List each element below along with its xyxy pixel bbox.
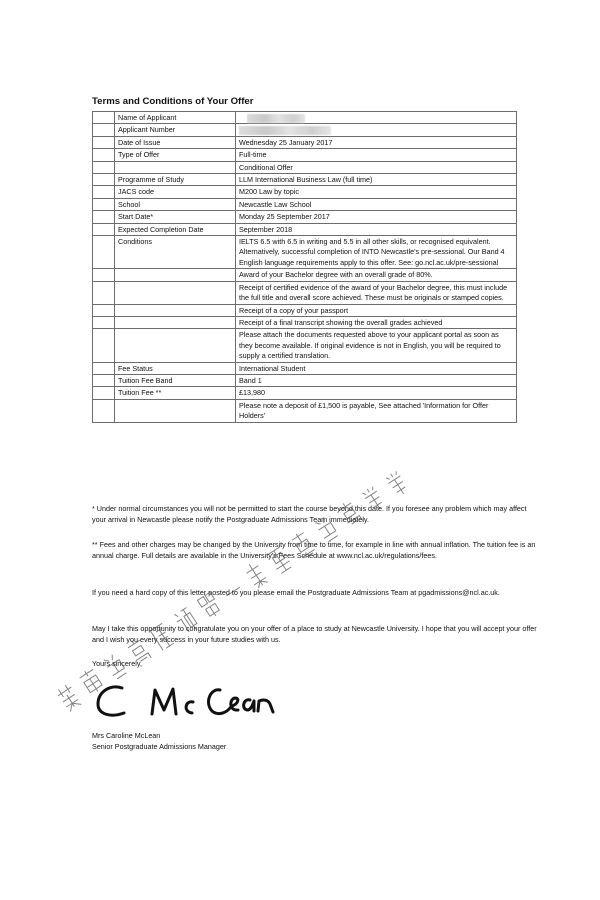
row-label: JACS code	[115, 186, 236, 198]
row-value: Wednesday 25 January 2017	[236, 136, 517, 148]
row-label: School	[115, 198, 236, 210]
paragraph-text: May I take this opportunity to congratulate you on your offer of a place to study at Newcastle University. I hope that you will accept your offer and I wish you every success in your future studies with us.	[92, 624, 537, 644]
signer-name: Mrs Caroline McLean	[92, 731, 161, 740]
row-label: Start Date*	[115, 211, 236, 223]
row-value: LLM International Business Law (full time)	[236, 174, 517, 186]
watermark-glyph	[243, 561, 268, 590]
row-value: M200 Law by topic	[236, 186, 517, 198]
row-value	[236, 112, 517, 124]
table-row	[93, 161, 517, 173]
row-marker	[93, 186, 115, 198]
watermark-glyph	[53, 681, 84, 714]
row-marker	[93, 236, 115, 269]
row-marker	[93, 374, 115, 386]
row-marker	[93, 161, 115, 173]
row-label	[115, 399, 236, 422]
row-value: Award of your Bachelor degree with an overall grade of 80%.	[236, 269, 517, 281]
page-title: Terms and Conditions of Your Offer	[92, 96, 254, 107]
row-label: Tuition Fee **	[115, 387, 236, 399]
row-value: Monday 25 September 2017	[236, 211, 517, 223]
table-row	[93, 281, 517, 304]
row-marker	[93, 198, 115, 210]
row-label: Fee Status	[115, 362, 236, 374]
table-row	[93, 211, 517, 223]
row-label	[115, 316, 236, 328]
row-label	[115, 304, 236, 316]
row-value: Band 1	[236, 374, 517, 386]
closing-text: Yours sincerely,	[92, 659, 142, 668]
row-label	[115, 281, 236, 304]
row-value: Receipt of a copy of your passport	[236, 304, 517, 316]
row-label	[115, 329, 236, 362]
row-label: Date of Issue	[115, 136, 236, 148]
table-row	[93, 112, 517, 124]
offer-terms-table	[92, 111, 517, 423]
row-marker	[93, 112, 115, 124]
row-marker	[93, 174, 115, 186]
footnote-text: ** Fees and other charges may be changed by the University from time to time, for example in line with annual inflation. The tuition fee is an annual charge. Full details are available in the University's Fees Schedule at www.ncl.ac.uk/regulations/fees.	[92, 540, 536, 560]
table-row	[93, 374, 517, 386]
row-label: Applicant Number	[115, 124, 236, 136]
row-label: Tuition Fee Band	[115, 374, 236, 386]
row-value: Conditional Offer	[236, 161, 517, 173]
row-value: Receipt of certified evidence of the award of your Bachelor degree, this must include the full title and overall score achieved. These must be originals or stamped copies.	[236, 281, 517, 304]
footnote-text: * Under normal circumstances you will not be permitted to start the course beyond this date. If you foresee any problem which may affect your arrival in Newcastle please notify the Postgraduate Admissions Team immediately.	[92, 504, 527, 524]
row-marker	[93, 316, 115, 328]
hard-copy-paragraph	[92, 587, 540, 598]
table-row	[93, 316, 517, 328]
closing-line	[92, 658, 540, 669]
congratulation-paragraph	[92, 623, 540, 645]
row-marker	[93, 269, 115, 281]
table-row	[93, 387, 517, 399]
row-label	[115, 161, 236, 173]
row-marker	[93, 136, 115, 148]
row-marker	[93, 387, 115, 399]
redacted-applicant-name	[247, 114, 305, 123]
table-row	[93, 174, 517, 186]
row-label: Conditions	[115, 236, 236, 269]
watermark-glyph	[385, 470, 410, 498]
row-label: Expected Completion Date	[115, 223, 236, 235]
paragraph-text: If you need a hard copy of this letter posted to you please email the Postgraduate Admissions Team at pgadmissions@ncl.ac.uk.	[92, 588, 500, 597]
row-marker	[93, 362, 115, 374]
table-row	[93, 223, 517, 235]
signer-role: Senior Postgraduate Admissions Manager	[92, 742, 227, 751]
row-marker	[93, 329, 115, 362]
row-marker	[93, 211, 115, 223]
row-value: £13,980	[236, 387, 517, 399]
redacted-applicant-number	[239, 126, 331, 135]
table-row	[93, 236, 517, 269]
row-value: Please note a deposit of £1,500 is payable, See attached 'Information for Offer Holders'	[236, 399, 517, 422]
handwritten-signature	[92, 680, 282, 722]
row-marker	[93, 223, 115, 235]
row-marker	[93, 281, 115, 304]
row-label: Type of Offer	[115, 149, 236, 161]
table-row	[93, 399, 517, 422]
table-row	[93, 186, 517, 198]
row-marker	[93, 124, 115, 136]
row-label	[115, 269, 236, 281]
row-marker	[93, 149, 115, 161]
row-value	[236, 124, 517, 136]
row-value: Receipt of a final transcript showing the overall grades achieved	[236, 316, 517, 328]
row-marker	[93, 399, 115, 422]
table-row	[93, 269, 517, 281]
table-row	[93, 329, 517, 362]
start-date-footnote	[92, 503, 540, 525]
row-value: Full-time	[236, 149, 517, 161]
row-value: Newcastle Law School	[236, 198, 517, 210]
row-value: International Student	[236, 362, 517, 374]
signer-block	[92, 730, 226, 752]
row-value: September 2018	[236, 223, 517, 235]
table-row	[93, 124, 517, 136]
row-value: IELTS 6.5 with 6.5 in writing and 5.5 in all other skills, or recognised equivalent. Alternatively, successful completion of INTO Newcastle's pre-sessional. Our Band 4 English language requirements apply to this offer. See: go.ncl.ac.uk/pre-sessional	[236, 236, 517, 269]
table-row	[93, 362, 517, 374]
row-label: Programme of Study	[115, 174, 236, 186]
row-label: Name of Applicant	[115, 112, 236, 124]
fee-footnote	[92, 539, 540, 561]
table-row	[93, 304, 517, 316]
table-row	[93, 198, 517, 210]
row-marker	[93, 304, 115, 316]
table-row	[93, 149, 517, 161]
row-value: Please attach the documents requested above to your applicant portal as soon as they become available. If original evidence is not in English, you will be required to supply a certified translation.	[236, 329, 517, 362]
table-row	[93, 136, 517, 148]
